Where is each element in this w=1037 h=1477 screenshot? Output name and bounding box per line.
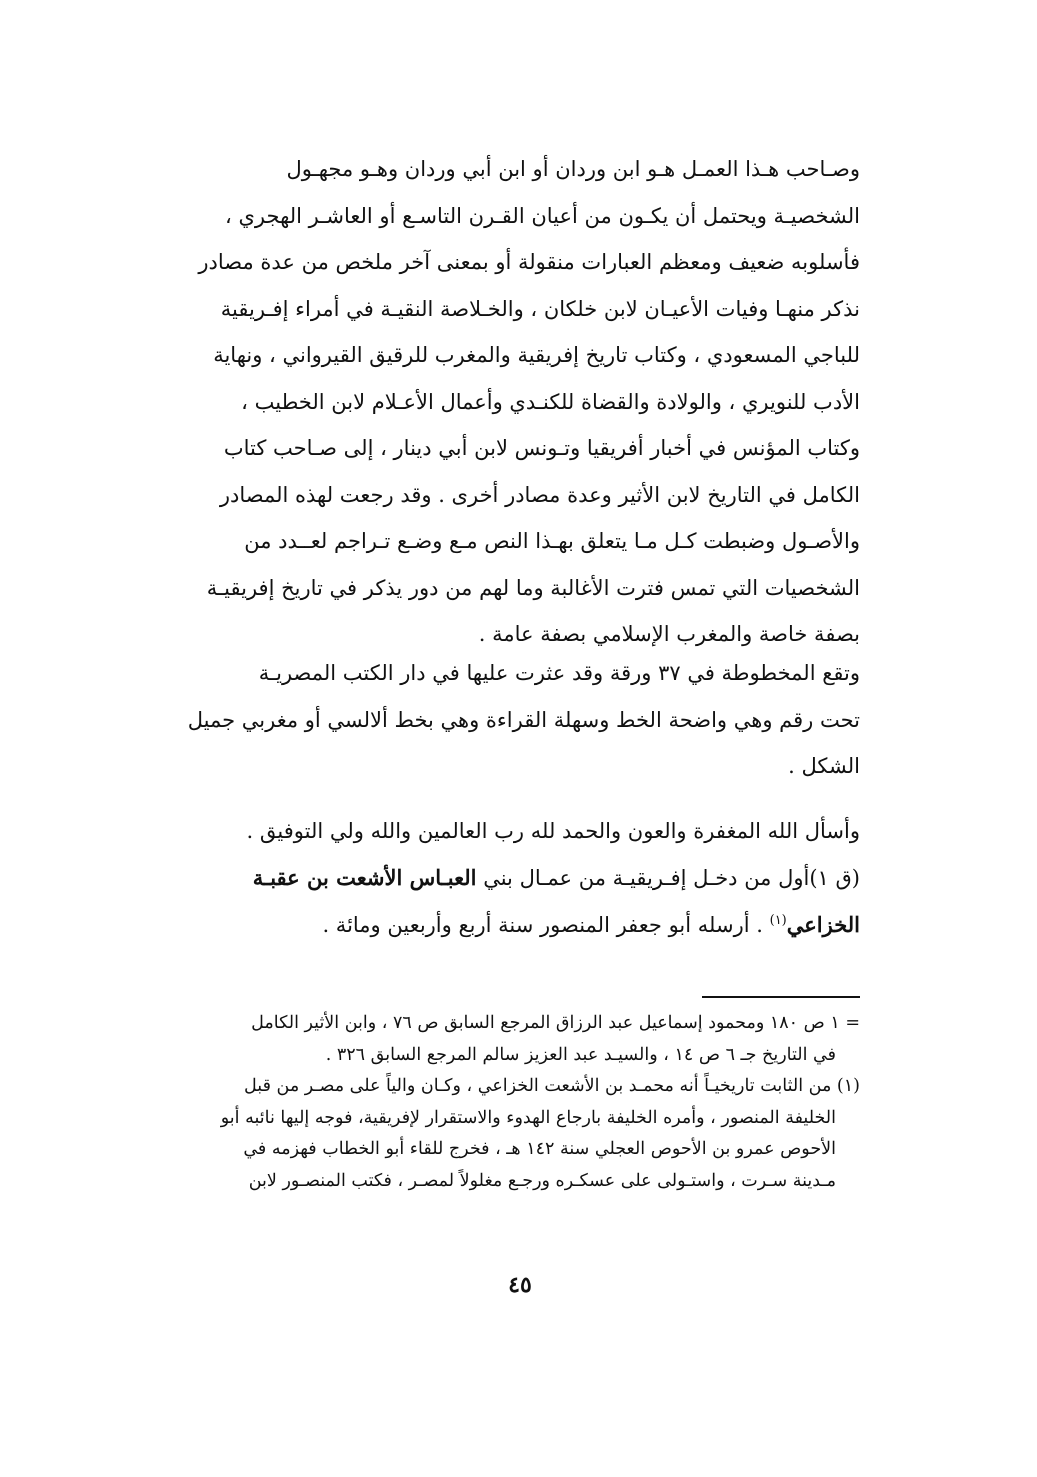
footnote-line: = ١ ص ١٨٠ ومحمود إسماعيل عبد الرزاق المرجع السابق ص ٧٦ ، وابن الأثير الكامل — [251, 1013, 860, 1033]
entry-line-2 — [160, 902, 860, 949]
text-line: تحت رقم وهي واضحة الخط وسهلة القراءة وهي بخط ألالسي أو مغربي جميل — [187, 707, 860, 732]
text-line: الشخصيات التي تمس فترت الأغالبة وما لهم من دور يذكر في تاريخ إفريقيـة — [206, 575, 860, 600]
entry-line-1 — [160, 855, 860, 902]
text-line: والأصـول وضبطت كـل مـا يتعلق بهـذا النص مـع وضـع تـراجم لعــدد من — [244, 529, 860, 553]
text-line: وصـاحب هـذا العمـل هـو ابن وردان أو ابن أبي وردان وهـو مجهـول — [286, 157, 860, 181]
footnote-separator — [702, 996, 860, 998]
footnote-line: الخليفة المنصور ، وأمره الخليفة بارجاع الهدوء والاستقرار لإفريقية، فوجه إليها نائبه أبو — [220, 1107, 836, 1128]
paragraph-manuscript — [160, 650, 860, 790]
footnote-reference: (١) — [769, 912, 787, 928]
text-line: الأدب للنويري ، والولادة والقضاة للكنـدي وأعمال الأعـلام لابن الخطيب ، — [241, 389, 860, 414]
text-line: وكتاب المؤنس في أخبار أفريقيا وتـونس لابن أبي دينار ، إلى صـاحب كتاب — [223, 436, 860, 460]
entry-prefix: (ق ١)أول من دخـل إفـريقيـة من عمـال بني — [483, 866, 860, 890]
entry-paragraph — [160, 855, 860, 948]
paragraph-closing-prayer — [160, 808, 860, 855]
paragraph-author-sources — [160, 146, 860, 658]
footnotes-section — [160, 1008, 860, 1197]
footnote-line: (١) من الثابت تاريخيـاً أنه محمـد بن الأشعت الخزاعي ، وكـان والياً على مصـر من قبل — [244, 1076, 860, 1096]
text-line: وتقع المخطوطة في ٣٧ ورقة وقد عثرت عليها في دار الكتب المصريـة — [258, 661, 860, 685]
entry-bold-name: العبـاس الأشعت بن عقبـة — [252, 865, 477, 890]
entry-rest: . أرسله أبو جعفر المنصور سنة أربع وأربعين ومائة . — [322, 912, 770, 937]
footnote-line: مـدينة سـرت ، واستـولى على عسكـره ورجـع مغلولاً لمصـر ، فكتب المنصـور لابن — [248, 1170, 836, 1191]
footnote-line: في التاريخ جـ ٦ ص ١٤ ، والسيـد عبد العزيز سالم المرجع السابق ٣٢٦ . — [325, 1044, 836, 1065]
text-line: فأسلوبه ضعيف ومعظم العبارات منقولة أو بمعنى آخر ملخص من عدة مصادر — [198, 250, 860, 274]
text-line: نذكر منهـا وفيات الأعيـان لابن خلكان ، والخـلاصة النقيـة في أمراء إفـريقية — [220, 296, 860, 321]
text-line: للباجي المسعودي ، وكتاب تاريخ إفريقية والمغرب للرقيق القيرواني ، ونهاية — [213, 343, 860, 367]
text-line: وأسأل الله المغفرة والعون والحمد لله رب العالمين والله ولي التوفيق . — [246, 819, 860, 843]
text-line: الكامل في التاريخ لابن الأثير وعدة مصادر أخرى . وقد رجعت لهذه المصادر — [219, 482, 860, 507]
text-line: بصفة خاصة والمغرب الإسلامي بصفة عامة . — [478, 622, 860, 646]
text-line: الشكل . — [788, 754, 860, 778]
footnote-line: الأحوص عمرو بن الأحوص العجلي سنة ١٤٢ هـ ، فخرج للقاء أبو الخطاب فهزمه في — [243, 1139, 836, 1159]
text-line: الشخصيـة ويحتمل أن يكـون من أعيان القـرن التاسـع أو العاشـر الهجري ، — [225, 203, 860, 228]
entry-bold-nisba: الخزاعي — [786, 911, 860, 937]
page-number: ٤٥ — [508, 1272, 532, 1298]
